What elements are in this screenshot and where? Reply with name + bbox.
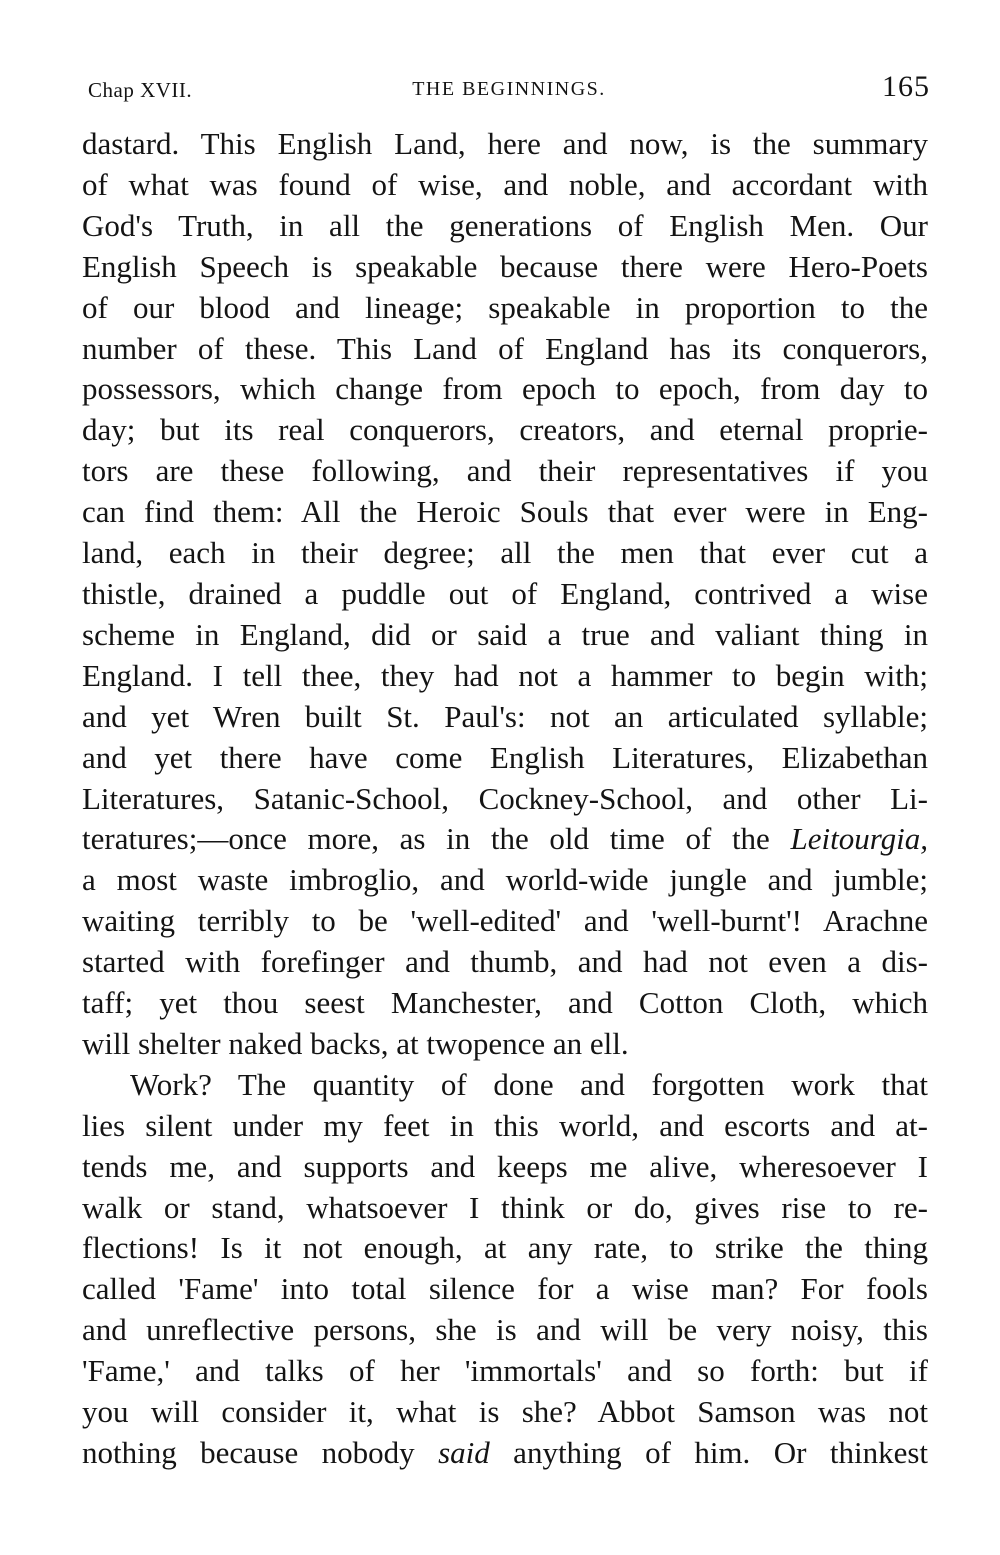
text-line: can find them: All the Heroic Souls that ever were in Eng- — [82, 494, 928, 530]
text-line: and yet there have come English Literatures, Elizabethan — [82, 739, 928, 775]
text-line: 'Fame,' and talks of her 'immortals' and so forth: but if — [82, 1353, 928, 1389]
italic-word: said — [438, 1435, 490, 1470]
paragraph-2 — [82, 1065, 928, 1474]
text-run: anything of him. Or thinkest — [489, 1435, 929, 1470]
text-line: dastard. This English Land, here and now, is the summary — [82, 126, 928, 161]
text-line: possessors, which change from epoch to epoch, from day to — [82, 371, 928, 407]
text-line: of our blood and lineage; speakable in proportion to the — [82, 289, 928, 325]
page-title: THE BEGINNINGS. — [412, 78, 606, 100]
text-line: will shelter naked backs, at twopence an ell. — [82, 1025, 629, 1061]
text-line: called 'Fame' into total silence for a wise man? For fools — [82, 1271, 928, 1307]
body-text — [82, 124, 928, 1474]
text-line: scheme in England, did or said a true and valiant thing in — [82, 616, 928, 652]
chapter-label: Chap XVII. — [88, 78, 193, 102]
text-run: nothing because nobody — [82, 1435, 439, 1470]
text-line: waiting terribly to be 'well-edited' and 'well-burnt'! Arachne — [82, 903, 928, 939]
text-line: walk or stand, whatsoever I think or do, gives rise to re- — [82, 1189, 928, 1225]
text-line: and yet Wren built St. Paul's: not an articulated syllable; — [82, 698, 928, 734]
paragraph-1 — [82, 124, 928, 1065]
text-line: lies silent under my feet in this world, and escorts and at- — [82, 1107, 928, 1143]
italic-word: Leitourgia, — [790, 821, 928, 857]
text-line: a most waste imbroglio, and world-wide jungle and jumble; — [82, 862, 928, 898]
text-line: England. I tell thee, they had not a hammer to begin with; — [82, 657, 928, 693]
text-line: started with forefinger and thumb, and had not even a dis- — [82, 944, 928, 980]
text-line: English Speech is speakable because there were Hero-Poets — [82, 248, 928, 284]
text-line-italic-said — [82, 1433, 928, 1474]
text-line: you will consider it, what is she? Abbot Samson was not — [82, 1394, 928, 1430]
text-line-italic-leitourgia — [82, 819, 928, 860]
text-line: God's Truth, in all the generations of English Men. Our — [82, 207, 928, 243]
text-line: Work? The quantity of done and forgotten work that — [130, 1066, 928, 1102]
text-line: taff; yet thou seest Manchester, and Cotton Cloth, which — [82, 985, 928, 1021]
text-line: Literatures, Satanic-School, Cockney-School, and other Li- — [82, 780, 928, 816]
text-run: teratures;—once more, as in the old time of the — [82, 821, 791, 857]
running-head — [88, 70, 930, 110]
text-line: flections! Is it not enough, at any rate, to strike the thing — [82, 1230, 928, 1266]
page-number: 165 — [882, 70, 930, 103]
text-line: tors are these following, and their representatives if you — [82, 453, 928, 489]
text-line: and unreflective persons, she is and will be very noisy, this — [82, 1312, 928, 1348]
text-line: day; but its real conquerors, creators, and eternal proprie- — [82, 412, 928, 448]
text-line: tends me, and supports and keeps me alive, wheresoever I — [82, 1148, 928, 1184]
text-line: number of these. This Land of England has its conquerors, — [82, 330, 928, 366]
text-line: thistle, drained a puddle out of England, contrived a wise — [82, 575, 928, 611]
text-line: land, each in their degree; all the men that ever cut a — [82, 535, 928, 571]
text-line: of what was found of wise, and noble, and accordant with — [82, 166, 928, 202]
